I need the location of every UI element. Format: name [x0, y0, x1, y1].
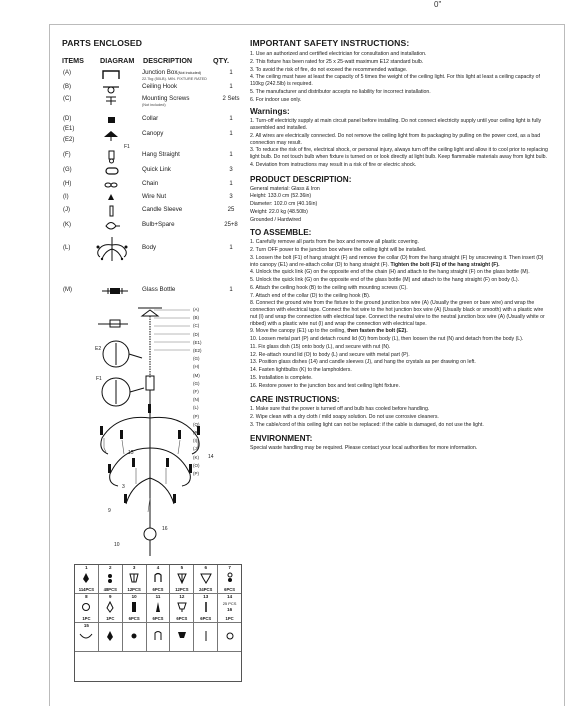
crystal-hook-icon [153, 630, 163, 642]
item-code: (C) [63, 96, 72, 102]
step-bold: Tighten the bolt (F1) of the hang straight (F). [390, 261, 500, 268]
grid-cell [218, 623, 241, 651]
diagram-label: (P) [193, 471, 199, 477]
assemble-step [250, 344, 550, 351]
bulb-icon [100, 220, 124, 232]
callout-e2: E2 [95, 346, 102, 352]
environment-text: Special waste handling may be required. Please contact your local authorities for more information. [250, 444, 478, 451]
assemble-step [250, 352, 550, 359]
crystal-pendant-icon [176, 572, 188, 584]
safety-list [250, 51, 550, 103]
item-qty: 1 [229, 131, 233, 137]
grid-row [75, 594, 241, 623]
item-code: (M) [63, 287, 72, 293]
hang-straight-icon [100, 150, 124, 164]
grid-cell [99, 623, 123, 651]
item-code: (L) [63, 245, 71, 251]
safety-title: IMPORTANT SAFETY INSTRUCTIONS: [250, 38, 410, 48]
callout-3: 3 [122, 484, 125, 490]
diagram-label: (R) [193, 430, 200, 436]
assemble-step [250, 336, 550, 343]
candle-sleeve-icon [100, 205, 124, 217]
step-text: 9. Move the canopy (E1) up to the ceiling, [250, 328, 346, 335]
item-description: Quick Link [142, 166, 171, 173]
diagram-label: (D) [193, 331, 200, 337]
diagram-label: (H) [193, 364, 200, 370]
step-text: 8. Connect the ground wire from the fixture to the ground junction box wire (A) (Usually the green or bare wire) and wrap the connection with electrical tape. Connect the hot wire to the hot junction box wire (A) (Usually black or smooth) with a plastic wire nut (I) and wrap the connection with electrical tape. Connect the neutral wire to the neutral junction box wire (A) (Usually white or ribbed) with a plastic wire nut (I) and wrap the connection with electrical tape. [250, 300, 545, 327]
care-list [250, 406, 550, 428]
crystal-ball-icon [225, 630, 235, 642]
crystal-drop-icon [105, 601, 115, 613]
item-qty: 25+8 [224, 222, 238, 228]
cell-number: 4 [156, 565, 160, 570]
assemble-step [250, 359, 550, 366]
crystal-drop-icon [81, 572, 91, 584]
warning-item: 2. All wires are electrically connected. Do not remove the ceiling light from its packaging by pulling on the power cord, as a bad connection may result. [250, 132, 541, 146]
grid-cell [99, 594, 123, 622]
cell-number: 5 [180, 565, 184, 570]
item-qty: 25 [227, 207, 235, 213]
cell-number: 11 [155, 594, 161, 599]
callout-9: 9 [108, 508, 111, 514]
cell-number: 10 [131, 594, 137, 599]
grid-cell [75, 565, 99, 593]
diagram-label: (L) [193, 405, 199, 411]
assemble-step [250, 375, 550, 382]
callout-16: 16 [162, 526, 168, 532]
cell-number: 7 [228, 565, 231, 570]
cell-number: 12 [179, 594, 185, 599]
spec-line: Grounded / Hardwired [250, 216, 302, 223]
item-qty: 1 [229, 84, 233, 90]
diagram-label: (E1) [193, 339, 202, 345]
grid-cell [194, 594, 218, 622]
assembly-diagram [62, 298, 242, 560]
crystal-bead-icon [105, 572, 115, 584]
item-qty: 1 [229, 245, 233, 251]
cell-number: 9 [109, 594, 112, 599]
diagram-label: (G) [193, 356, 200, 362]
grid-cell [147, 623, 171, 651]
step-text: 7. Attach end of the collar (D) to the ceiling hook (B). [250, 292, 371, 299]
diagram-label: (M) [193, 372, 200, 378]
diagram-label: (F) [193, 389, 199, 395]
item-qty: 2 Sets [222, 96, 240, 102]
cell-count: 12PCS [175, 587, 189, 592]
spec-line: General material: Glass & Iron [250, 185, 320, 192]
grid-cell [123, 565, 147, 593]
item-code: (G) [63, 167, 72, 173]
item-qty: 3 [229, 167, 233, 173]
diagram-label: (O) [193, 462, 200, 468]
diagram-label: (N) [193, 397, 200, 403]
product-title: PRODUCT DESCRIPTION: [250, 174, 352, 184]
warnings-list [250, 118, 550, 168]
diagram-label: (E2) [193, 348, 202, 354]
cell-number: 2 [109, 565, 112, 570]
crystal-parts-grid [74, 564, 242, 682]
crystal-ball-icon [81, 601, 91, 613]
item-code: (E2) [63, 137, 75, 143]
crystal-column-icon [129, 601, 139, 613]
desc-text: Mounting Screws [142, 95, 190, 102]
care-item: 2. Wipe clean with a dry cloth / mild soapy solution. Do not use corrosive cleaners. [250, 414, 439, 420]
item-description: Candle Sleeve [142, 206, 183, 213]
quick-link-icon [100, 165, 124, 177]
item-code: (K) [63, 222, 71, 228]
header-qty: QTY. [213, 56, 229, 65]
cell-count: 24PCS [199, 587, 213, 592]
safety-item: 6. For indoor use only. [250, 96, 302, 103]
step-text: 14. Fasten lightbulbs (K) to the lampholders. [250, 367, 352, 373]
cell-count: 6PCS [224, 587, 236, 592]
diagram-label: (K) [193, 454, 199, 460]
item-qty: 1 [229, 181, 233, 187]
wire-nut-icon [100, 192, 124, 204]
collar-icon [100, 114, 124, 126]
item-description: Hang Straight [142, 151, 180, 158]
diagram-label: (B) [193, 315, 199, 321]
assemble-step [250, 239, 550, 246]
crystal-prism-icon [128, 572, 140, 584]
header-diagram: DIAGRAM [100, 56, 135, 65]
item-code: (E1) [63, 126, 75, 132]
assemble-step [250, 269, 550, 276]
cell-number: 8 [85, 594, 88, 599]
item-qty: 1 [229, 116, 233, 122]
spec-line: Weight: 22.0 kg (48.50lb) [250, 208, 308, 215]
glass-bottle-icon [100, 285, 130, 297]
parts-list [62, 70, 242, 300]
care-title: CARE INSTRUCTIONS: [250, 395, 340, 405]
item-qty: 1 [229, 287, 233, 293]
body-icon [92, 235, 132, 265]
callout-14: 14 [208, 454, 214, 460]
cell-number: 13 [203, 594, 209, 599]
header-description: DESCRIPTION [143, 56, 193, 65]
grid-cell [123, 623, 147, 651]
item-description: Chain [142, 180, 159, 187]
cell-number: 6 [204, 565, 207, 570]
safety-item: 2. This fixture has been rated for 25 x 25-watt maximum E12 standard bulb. [250, 58, 424, 65]
assemble-title: TO ASSEMBLE: [250, 228, 312, 238]
grid-cell [218, 594, 241, 622]
item-description: Glass Bottle [142, 286, 176, 293]
grid-cell [123, 594, 147, 622]
desc-note: (Not included) [177, 71, 202, 75]
safety-item: 3. To avoid the risk of fire, do not exceed the recommended wattage. [250, 66, 408, 73]
grid-cell [194, 565, 218, 593]
crystal-hook-icon [153, 572, 163, 584]
item-code: (F) [63, 152, 71, 158]
cell-number: 15 [83, 623, 89, 628]
grid-cell [170, 594, 194, 622]
cell-number: 3 [132, 565, 136, 570]
glass-dish-icon [79, 630, 93, 642]
canopy-icon [100, 127, 124, 143]
crystal-fan-icon [200, 572, 212, 584]
step-text: 5. Unlock the quick link (G) on the opposite end of the glass bottle (M) and attach to the hang straight (F) on body (L). [250, 277, 520, 283]
step-text: 15. Installation is complete. [250, 374, 313, 381]
assemble-steps [250, 239, 550, 389]
step-text: 6. Attach the ceiling hook (B) to the ceiling with mounting screws (C). [250, 284, 408, 291]
item-description: Ceiling Hook [142, 83, 178, 90]
environment-title: ENVIRONMENT: [250, 433, 313, 443]
product-specs [250, 186, 550, 224]
desc-sub: 22.7kg (50LB). MIN. FIXTURE RATED [142, 76, 207, 81]
callout-15: 15 [128, 450, 134, 456]
diagram-label: (I) [193, 438, 198, 444]
grid-cell [75, 594, 99, 622]
grid-cell [147, 565, 171, 593]
callout-10: 10 [114, 542, 120, 548]
step-text: 3. Loosen the bolt (F1) of hang straight (F) and remove the collar (D) from the hang straight (F) by unscrewing it. Then insert (D) into canopy (E1) and re-attach collar (D) to hang straight (F). [250, 254, 544, 268]
instructions-column [250, 38, 550, 452]
step-bold: then fasten the bolt (E2). [347, 328, 408, 335]
grid-cell [218, 565, 241, 593]
item-description: Body [142, 244, 157, 251]
item-qty: 1 [229, 70, 233, 76]
assemble-step [250, 367, 550, 374]
diagram-label: (C) [193, 323, 200, 329]
item-code: (H) [63, 181, 72, 187]
step-text: 16. Restore power to the junction box and test ceiling light fixture. [250, 382, 400, 389]
chain-icon [100, 179, 124, 191]
step-text: 4. Unlock the quick link (G) on the opposite end of the chain (H) and attach to the hang straight (F) on the glass bottle (M). [250, 269, 530, 276]
cell-count: 12PCS [127, 587, 141, 592]
spec-line: Height: 133.0 cm (52.36in) [250, 193, 312, 200]
assemble-step [250, 247, 550, 254]
cell-count: 6PCS [128, 616, 140, 621]
step-text: 11. Fix glass dish (15) onto body (L), and secure with nut (N). [250, 343, 391, 350]
grid-cell [147, 594, 171, 622]
diagram-label: (A) [193, 307, 199, 312]
assemble-step [250, 285, 550, 292]
step-text: 13. Position glass dishes (14) and candle sleeves (J), and hang the crystals as per drawing on left. [250, 359, 476, 366]
diagram-label: (Q) [193, 421, 200, 427]
crystal-drop-icon [105, 630, 115, 642]
item-description: Bulb+Spare [142, 221, 175, 228]
item-code: (J) [63, 207, 70, 213]
item-code: (I) [63, 194, 69, 200]
safety-item: 4. The ceiling must have at least the capacity of 5 times the weight of the ceiling light. For this light at least a ceiling capacity of 110kg (242.5lb) is required. [250, 74, 540, 87]
item-description: Canopy [142, 130, 164, 137]
care-item: 3. The cable/cord of this ceiling light can not be replaced: if the cable is damaged, do not use the light. [250, 421, 484, 428]
crystal-cup-icon [176, 601, 188, 613]
cell-number: 1 [85, 565, 88, 570]
diagram-label: (P) [193, 413, 199, 419]
warning-item: 4. Deviation from instructions may result in a risk of fire or electric shock. [250, 161, 417, 168]
step-text: 2. Turn OFF power to the junction box where the ceiling light will be installed. [250, 247, 427, 253]
warning-item: 1. Turn-off electricity supply at main circuit panel before installing. Do not connect electricity supply until your ceiling light is fully assembled and installed. [250, 118, 542, 131]
safety-item: 5. The manufacturer and distributor accepts no liability for incorrect installation. [250, 88, 431, 95]
cell-extra: 25 PCS [222, 601, 237, 606]
assemble-step [250, 328, 550, 335]
parts-header [62, 56, 242, 65]
desc-sub: (Not included) [142, 102, 166, 107]
diagram-labels [193, 306, 202, 478]
item-code: (D) [63, 116, 72, 122]
item-description [142, 70, 207, 81]
grid-cell [170, 565, 194, 593]
warnings-title: Warnings: [250, 107, 290, 117]
cell-count: 6PCS [176, 616, 188, 621]
item-qty: 1 [229, 152, 233, 158]
mounting-screws-icon [100, 94, 124, 106]
crystal-rod-icon [201, 630, 211, 642]
cell-count: 1PC [106, 616, 115, 621]
assemble-step [250, 293, 550, 300]
f1-label: F1 [124, 144, 130, 150]
cell-count: 6PCS [200, 616, 212, 621]
cell-count: 6PCS [152, 587, 164, 592]
item-description [142, 96, 189, 107]
item-description: Collar [142, 115, 159, 122]
grid-cell [170, 623, 194, 651]
item-code: (A) [63, 70, 71, 76]
step-text: 1. Carefully remove all parts from the box and remove all plastic covering. [250, 239, 419, 246]
ceiling-hook-icon [100, 82, 124, 94]
spec-line: Diameter: 102.0 cm (40.16in) [250, 201, 318, 207]
cell-number: 14 [227, 594, 233, 599]
cell-count: 1PC [225, 616, 234, 621]
crystal-cup-icon [176, 630, 188, 642]
cell-count: 1PC [82, 616, 91, 621]
care-item: 1. Make sure that the power is turned off and bulb has cooled before handling. [250, 406, 430, 413]
item-description: Wire Nut [142, 193, 167, 200]
junction-box-icon [100, 68, 124, 80]
crystal-chain-icon [224, 572, 236, 584]
header-items: ITEMS [62, 56, 84, 65]
safety-item: 1. Use an authorized and certified electrician for consultation and installation. [250, 51, 427, 57]
assemble-step [250, 300, 550, 327]
cell-count: 48PCS [103, 587, 117, 592]
chandelier-drawing [62, 298, 242, 560]
grid-cell [194, 623, 218, 651]
grid-row [75, 565, 241, 594]
cell-extra: 16 [227, 607, 233, 612]
page-marker: 0" [434, 0, 442, 9]
item-code: (B) [63, 84, 71, 90]
item-qty: 3 [229, 194, 233, 200]
callout-f1: F1 [96, 376, 102, 382]
step-text: 12. Re-attach round lid (O) to body (L) and secure with metal part (P). [250, 351, 410, 358]
crystal-rod-icon [201, 601, 211, 613]
grid-row [75, 623, 241, 652]
assemble-step [250, 383, 550, 390]
step-text: 10. Loosen metal part (P) and detach round lid (O) from body (L), then loosen the nut (N) and detach from the body (L). [250, 336, 524, 342]
crystal-bead-icon [129, 630, 139, 642]
grid-cell [99, 565, 123, 593]
cell-count: 114PCS [78, 587, 95, 592]
parts-section [62, 38, 242, 65]
desc-text: Junction Box [142, 69, 178, 76]
diagram-label: (G) [193, 380, 200, 386]
warning-item: 3. To reduce the risk of fire, electrical shock, or personal injury, always turn off the ceiling light and allow it to cool prior to replacing light bulb. Do not touch bulb when fixture is turned on or look directly at light bulb. Keep flammable materials away from light bulb. [250, 147, 548, 160]
parts-title: PARTS ENCLOSED [62, 38, 143, 48]
cell-count: 6PCS [152, 616, 164, 621]
assemble-step [250, 255, 550, 269]
grid-cell [75, 623, 99, 651]
crystal-spike-icon [153, 601, 163, 613]
assemble-step [250, 277, 550, 284]
diagram-label: (J) [193, 446, 199, 452]
